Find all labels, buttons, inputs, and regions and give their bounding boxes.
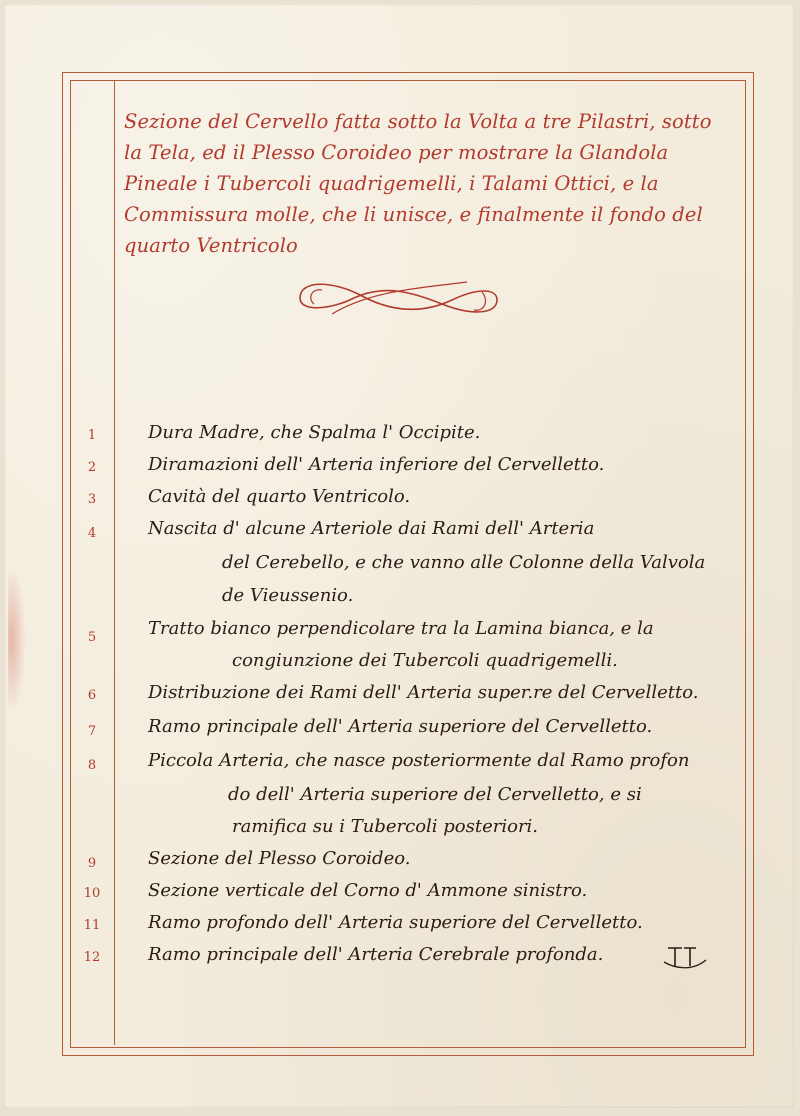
entry-number: 8 — [87, 758, 97, 773]
entry-text: Nascita d' alcune Arteriole dai Rami dell' Arteria — [148, 518, 595, 539]
entry-text: Sezione del Plesso Coroideo. — [148, 848, 411, 869]
entry-number: 7 — [87, 724, 97, 739]
entry-text-continued: ramifica su i Tubercoli posteriori. — [232, 816, 539, 837]
entry-number: 10 — [83, 886, 101, 901]
entry-text-continued: do dell' Arteria superiore del Cervelletto, e si — [228, 784, 642, 805]
entry-number: 3 — [87, 492, 97, 507]
entry-number: 9 — [87, 856, 97, 871]
entry-text: Sezione verticale del Corno d' Ammone sinistro. — [148, 880, 588, 901]
monogram-mark — [660, 940, 710, 974]
entry-number: 12 — [83, 950, 101, 965]
entry-text-continued: del Cerebello, e che vanno alle Colonne della Valvola — [222, 552, 706, 573]
page-title: Sezione del Cervello fatta sotto la Volta a tre Pilastri, sotto la Tela, ed il Plesso Coroideo per mostrare la Glandola Pineale i Tubercoli quadrigemelli, i Talami Ottici, e la Commissura molle, che li unisce, e finalmente il fondo del quarto Ventricolo — [124, 110, 712, 257]
entry-number: 2 — [87, 460, 97, 475]
entry-text: Cavità del quarto Ventricolo. — [148, 486, 411, 507]
entry-number: 4 — [87, 526, 97, 541]
entry-text: Ramo profondo dell' Arteria superiore del Cervelletto. — [148, 912, 643, 933]
entry-text: Dura Madre, che Spalma l' Occipite. — [148, 422, 481, 443]
entry-text: Distribuzione dei Rami dell' Arteria super.re del Cervelletto. — [148, 682, 699, 703]
entry-number: 11 — [83, 918, 101, 933]
entry-number: 5 — [87, 630, 97, 645]
entry-text: Ramo principale dell' Arteria Cerebrale profonda. — [148, 944, 604, 965]
entry-number: 1 — [87, 428, 97, 443]
entry-text-continued: de Vieussenio. — [222, 585, 354, 606]
entry-number: 6 — [87, 688, 97, 703]
entry-text: Piccola Arteria, che nasce posteriormente dal Ramo profon — [148, 750, 690, 771]
entry-text: Tratto bianco perpendicolare tra la Lamina bianca, e la — [148, 618, 654, 639]
entry-text: Ramo principale dell' Arteria superiore del Cervelletto. — [148, 716, 653, 737]
entry-text-continued: congiunzione dei Tubercoli quadrigemelli. — [232, 650, 618, 671]
entry-text: Diramazioni dell' Arteria inferiore del Cervelletto. — [148, 454, 605, 475]
